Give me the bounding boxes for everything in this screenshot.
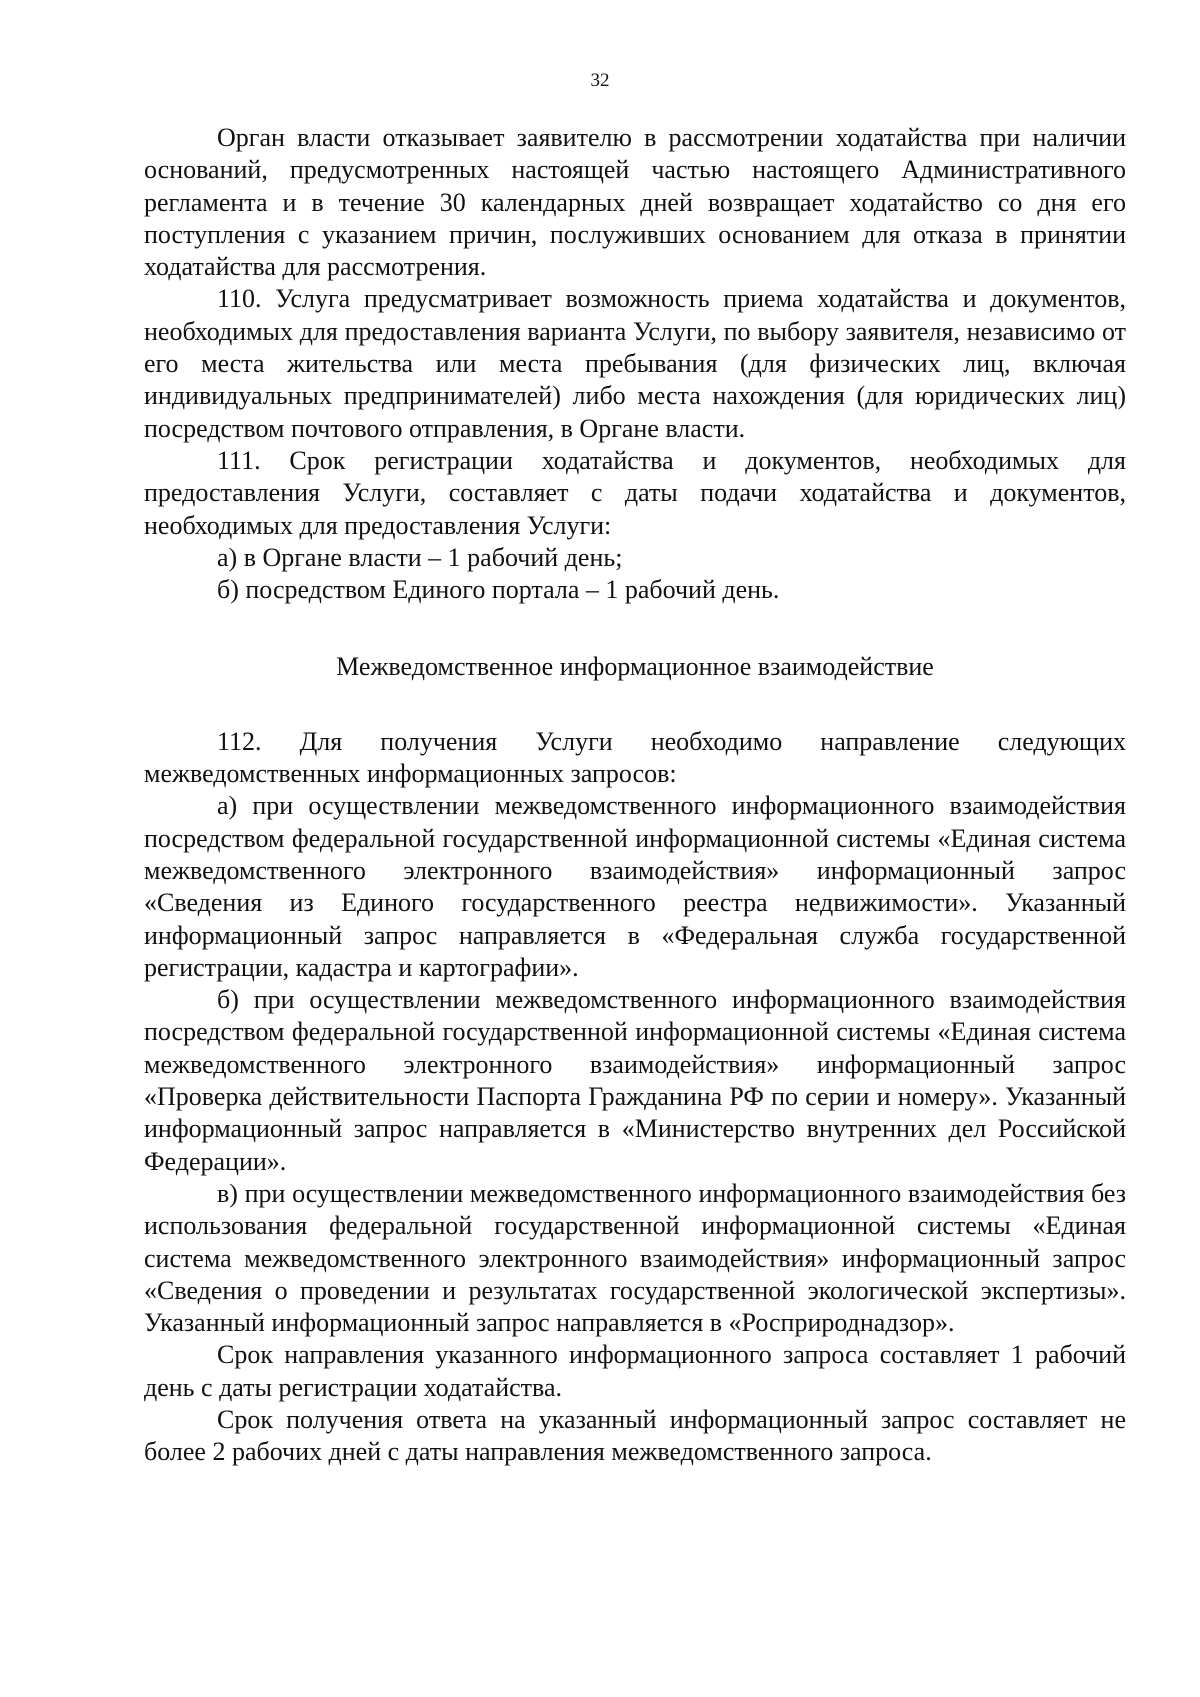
list-item-111-b: б) посредством Единого портала – 1 рабочий день.: [217, 575, 780, 605]
paragraph-110: 110. Услуга предусматривает возможность приема ходатайства и документов, необходимых для предоставления варианта Услуги, по выбору заявителя, независимо от его места жительства или места пребывания (для физических лиц, включая индивидуальных предпринимателей) либо места нахождения (для юридических лиц) посредством почтового отправления, в Органе власти.: [144, 284, 1126, 443]
paragraph-request-deadline: Срок направления указанного информационного запроса составляет 1 рабочий день с даты регистрации ходатайства.: [144, 1340, 1126, 1402]
paragraph-response-deadline: Срок получения ответа на указанный информационный запрос составляет не более 2 рабочих дней с даты направления межведомственного запроса.: [144, 1404, 1126, 1467]
paragraph-112: 112. Для получения Услуги необходимо направление следующих межведомственных информационных запросов:: [144, 726, 1126, 789]
paragraph-112-c: в) при осуществлении межведомственного информационного взаимодействия без использования федеральной государственной информационной системы «Единая система межведомственного электронного взаимодействия» информационный запрос «Сведения о проведении и результатах государственной экологической экспертизы». Указанный информационный запрос направляется в «Росприроднадзор».: [144, 1178, 1126, 1338]
paragraph-111: 111. Срок регистрации ходатайства и документов, необходимых для предоставления Услуги, составляет с даты подачи ходатайства и документов, необходимых для предоставления Услуги:: [144, 445, 1126, 540]
list-item-111-a: а) в Органе власти – 1 рабочий день;: [217, 542, 623, 572]
paragraph-112-a: а) при осуществлении межведомственного информационного взаимодействия посредством федеральной государственной информационной системы «Единая система межведомственного электронного взаимодействия» информационный запрос «Сведения из Единого государственного реестра недвижимости». Указанный информационный запрос направляется в «Федеральная служба государственной регистрации, кадастра и картографии».: [144, 791, 1126, 982]
paragraph-refusal: Орган власти отказывает заявителю в рассмотрении ходатайства при наличии оснований, предусмотренных настоящей частью настоящего Административного регламента и в течение 30 календарных дней возвращает ходатайство со дня его поступления с указанием причин, послуживших основанием для отказа в принятии ходатайства для рассмотрения.: [144, 123, 1126, 282]
document-body: [144, 122, 1126, 1469]
section-heading: Межведомственное информационное взаимодействие: [336, 652, 934, 682]
paragraph-112-b: б) при осуществлении межведомственного информационного взаимодействия посредством федеральной государственной информационной системы «Единая система межведомственного электронного взаимодействия» информационный запрос «Проверка действительности Паспорта Гражданина РФ по серии и номеру». Указанный информационный запрос направляется в «Министерство внутренних дел Российской Федерации».: [144, 985, 1126, 1176]
page-number: 32: [590, 70, 610, 91]
